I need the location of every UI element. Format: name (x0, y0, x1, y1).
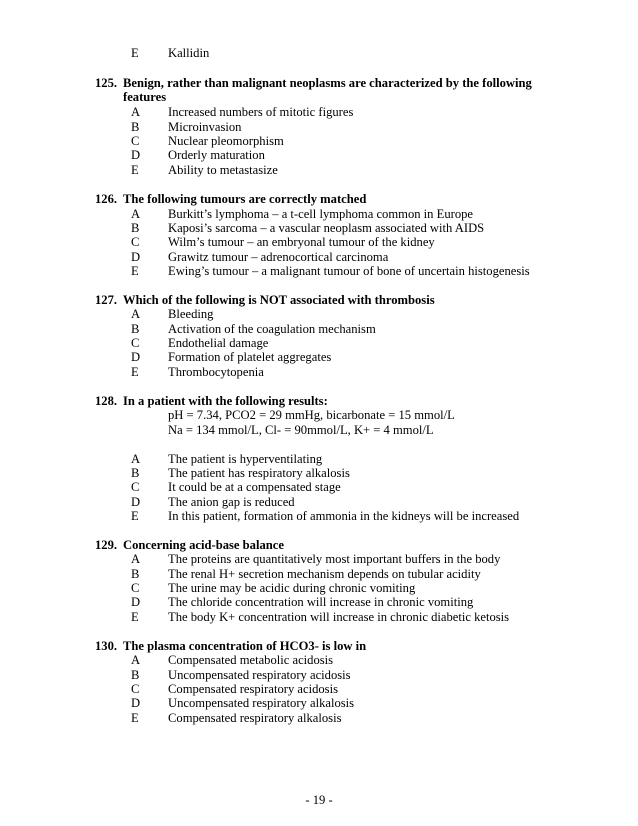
question-number: 128. (95, 394, 118, 408)
option-text: Compensated respiratory acidosis (168, 682, 338, 696)
option-text: The patient has respiratory alkalosis (168, 466, 350, 480)
option-text: Kaposi’s sarcoma – a vascular neoplasm associated with AIDS (168, 221, 485, 235)
option-text: It could be at a compensated stage (168, 480, 341, 494)
option-letter: E (131, 264, 139, 278)
option-letter: B (131, 322, 140, 336)
option-letter: D (131, 595, 141, 609)
option-text: Kallidin (168, 46, 210, 60)
option-letter: A (131, 307, 141, 321)
question-number: 130. (95, 639, 118, 653)
question-text: Which of the following is NOT associated with thrombosis (123, 293, 435, 307)
option-text: The patient is hyperventilating (168, 452, 323, 466)
option-letter: B (131, 567, 140, 581)
question-number: 125. (95, 76, 118, 90)
option-text: The body K+ concentration will increase in chronic diabetic ketosis (168, 610, 510, 624)
option-text: Nuclear pleomorphism (168, 134, 284, 148)
question-text: The plasma concentration of HCO3- is low in (123, 639, 367, 653)
option-letter: A (131, 452, 141, 466)
option-text: Microinvasion (168, 120, 242, 134)
option-text: The urine may be acidic during chronic vomiting (168, 581, 416, 595)
option-letter: B (131, 120, 140, 134)
option-letter: E (131, 163, 139, 177)
option-letter: D (131, 350, 141, 364)
option-text: Orderly maturation (168, 148, 265, 162)
option-text: Bleeding (168, 307, 214, 321)
option-text: Endothelial damage (168, 336, 269, 350)
option-letter: E (131, 610, 139, 624)
option-letter: B (131, 466, 140, 480)
question-text: Concerning acid-base balance (123, 538, 284, 552)
option-letter: A (131, 105, 141, 119)
option-letter: C (131, 480, 140, 494)
option-letter: A (131, 552, 141, 566)
option-letter: C (131, 581, 140, 595)
question-text: In a patient with the following results: (123, 394, 328, 408)
option-letter: A (131, 653, 141, 667)
option-letter: D (131, 495, 141, 509)
option-letter: C (131, 235, 140, 249)
option-text: The proteins are quantitatively most important buffers in the body (168, 552, 501, 566)
option-text: Increased numbers of mitotic figures (168, 105, 354, 119)
option-text: Ewing’s tumour – a malignant tumour of bone of uncertain histogenesis (168, 264, 530, 278)
option-text: The renal H+ secretion mechanism depends on tubular acidity (168, 567, 481, 581)
option-letter: E (131, 509, 139, 523)
option-text: Grawitz tumour – adrenocortical carcinoma (168, 250, 389, 264)
option-text: Burkitt’s lymphoma – a t-cell lymphoma common in Europe (168, 207, 473, 221)
option-letter: C (131, 682, 140, 696)
option-letter: C (131, 336, 140, 350)
option-text: The anion gap is reduced (168, 495, 295, 509)
option-letter: B (131, 221, 140, 235)
option-letter: E (131, 46, 139, 60)
option-letter: D (131, 148, 141, 162)
question-text: Benign, rather than malignant neoplasms are characterized by the following features (123, 76, 532, 105)
question-text: The following tumours are correctly matched (123, 192, 367, 206)
option-letter: D (131, 696, 141, 710)
option-text: Ability to metastasize (168, 163, 278, 177)
option-letter: D (131, 250, 141, 264)
option-text: Compensated metabolic acidosis (168, 653, 334, 667)
option-letter: B (131, 668, 140, 682)
option-text: Formation of platelet aggregates (168, 350, 332, 364)
option-text: Uncompensated respiratory acidosis (168, 668, 351, 682)
option-letter: E (131, 711, 139, 725)
option-letter: A (131, 207, 141, 221)
question-number: 126. (95, 192, 118, 206)
option-text: Uncompensated respiratory alkalosis (168, 696, 355, 710)
question-number: 127. (95, 293, 118, 307)
option-text: Compensated respiratory alkalosis (168, 711, 342, 725)
lab-results-line: Na = 134 mmol/L, Cl- = 90mmol/L, K+ = 4 mmol/L (168, 423, 434, 437)
option-letter: C (131, 134, 140, 148)
question-number: 129. (95, 538, 118, 552)
option-text: The chloride concentration will increase in chronic vomiting (168, 595, 474, 609)
option-text: In this patient, formation of ammonia in the kidneys will be increased (168, 509, 520, 523)
option-text: Activation of the coagulation mechanism (168, 322, 376, 336)
page-number: - 19 - (305, 793, 333, 807)
option-letter: E (131, 365, 139, 379)
option-text: Wilm’s tumour – an embryonal tumour of the kidney (168, 235, 435, 249)
lab-results-line: pH = 7.34, PCO2 = 29 mmHg, bicarbonate = 15 mmol/L (168, 408, 455, 422)
option-text: Thrombocytopenia (168, 365, 264, 379)
